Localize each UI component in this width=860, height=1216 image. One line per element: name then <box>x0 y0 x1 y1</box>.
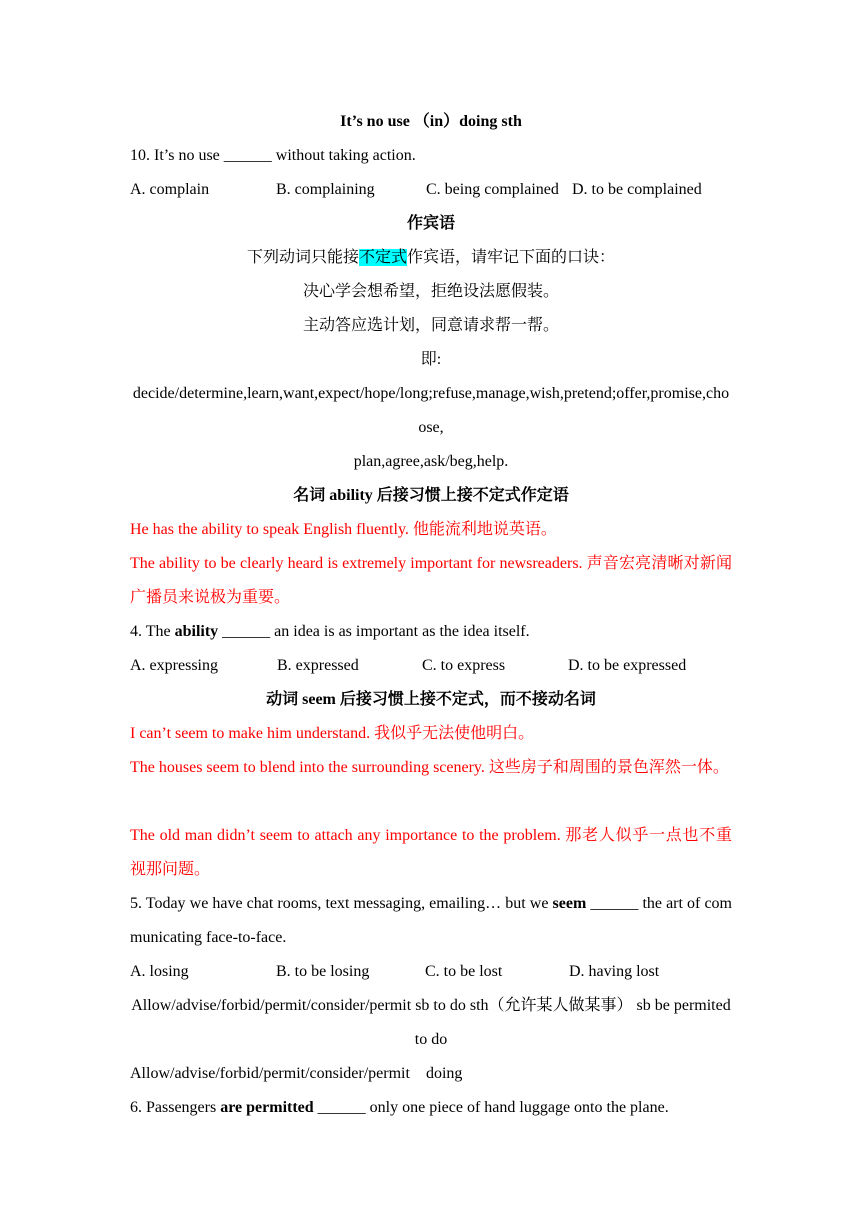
option-a: A. expressing <box>130 657 218 674</box>
heading-object: 作宾语 <box>406 215 455 232</box>
intro-pre: 下列动词只能接 <box>246 249 359 266</box>
highlighted-infinitive: 不定式 <box>358 249 407 266</box>
question-6-post: ______ only one piece of hand luggage onto the plane. <box>313 1099 669 1116</box>
option-c: C. being complained <box>426 181 559 198</box>
verb-list: decide/determine,learn,want,expect/hope/long;refuse,manage,wish,pretend;offer,promise,choose, <box>132 385 730 436</box>
question-4-post: ______ an idea is as important as the idea itself. <box>218 623 530 640</box>
example-3: I can’t seem to make him understand. 我似乎无法使他明白。 <box>130 725 535 742</box>
allow-rule-1: Allow/advise/forbid/permit/consider/permit sb to do sth（允许某人做某事） sb be permited to do <box>131 997 731 1048</box>
option-a: A. complain <box>130 181 210 198</box>
option-b: B. to be losing <box>276 963 370 980</box>
question-4-bold: ability <box>174 623 219 640</box>
rhyme-line-2: 主动答应选计划，同意请求帮一帮。 <box>302 317 559 334</box>
option-a: A. losing <box>130 963 189 980</box>
option-d: D. to be complained <box>572 181 702 198</box>
example-4: The houses seem to blend into the surrounding scenery. 这些房子和周围的景色浑然一体。 <box>130 759 729 776</box>
heading-ability <box>130 479 732 513</box>
question-5-pre: 5. Today we have chat rooms, text messaging, emailing… but we <box>130 895 553 912</box>
heading-its-no-use: It’s no use （in）doing sth <box>340 113 522 130</box>
question-6-pre: 6. Passengers <box>130 1099 221 1116</box>
heading-ability-pre: 名词 <box>293 487 330 504</box>
question-10: 10. It’s no use ______ without taking action. <box>130 147 416 164</box>
verb-list-2: plan,agree,ask/beg,help. <box>353 453 509 470</box>
heading-ability-post: 后接习惯上接不定式作定语 <box>372 487 569 504</box>
example-1: He has the ability to speak English fluently. 他能流利地说英语。 <box>130 521 557 538</box>
question-4-options <box>130 649 732 683</box>
question-6-bold: are permitted <box>220 1099 314 1116</box>
example-2: The ability to be clearly heard is extremely important for newsreaders. 声音宏亮清晰对新闻广播员来说极为重要。 <box>130 555 732 606</box>
rhyme-line-1: 决心学会想希望，拒绝设法愿假装。 <box>302 283 559 300</box>
ji-label: 即: <box>420 351 442 368</box>
heading-seem: 动词 seem 后接习惯上接不定式，而不接动名词 <box>266 691 596 708</box>
allow-rule-2: Allow/advise/forbid/permit/consider/permit doing <box>130 1065 463 1082</box>
intro-line <box>130 241 732 275</box>
option-d: D. having lost <box>569 963 660 980</box>
question-5 <box>130 887 732 955</box>
question-4-pre: 4. The <box>130 623 175 640</box>
option-d: D. to be expressed <box>568 657 687 674</box>
heading-ability-word: ability <box>329 487 373 504</box>
question-5-bold: seem <box>552 895 587 912</box>
question-4 <box>130 615 732 649</box>
intro-post: 作宾语，请牢记下面的口诀： <box>407 249 616 266</box>
example-5: The old man didn’t seem to attach any importance to the problem. 那老人似乎一点也不重视那问题。 <box>130 827 732 878</box>
question-5-options <box>130 955 732 989</box>
option-c: C. to be lost <box>425 963 503 980</box>
option-b: B. expressed <box>277 657 359 674</box>
question-10-options <box>130 173 732 207</box>
option-b: B. complaining <box>276 181 375 198</box>
question-6 <box>130 1091 732 1125</box>
question-5-post: ______ the art of communicating face-to-face. <box>130 895 732 946</box>
option-c: C. to express <box>422 657 506 674</box>
